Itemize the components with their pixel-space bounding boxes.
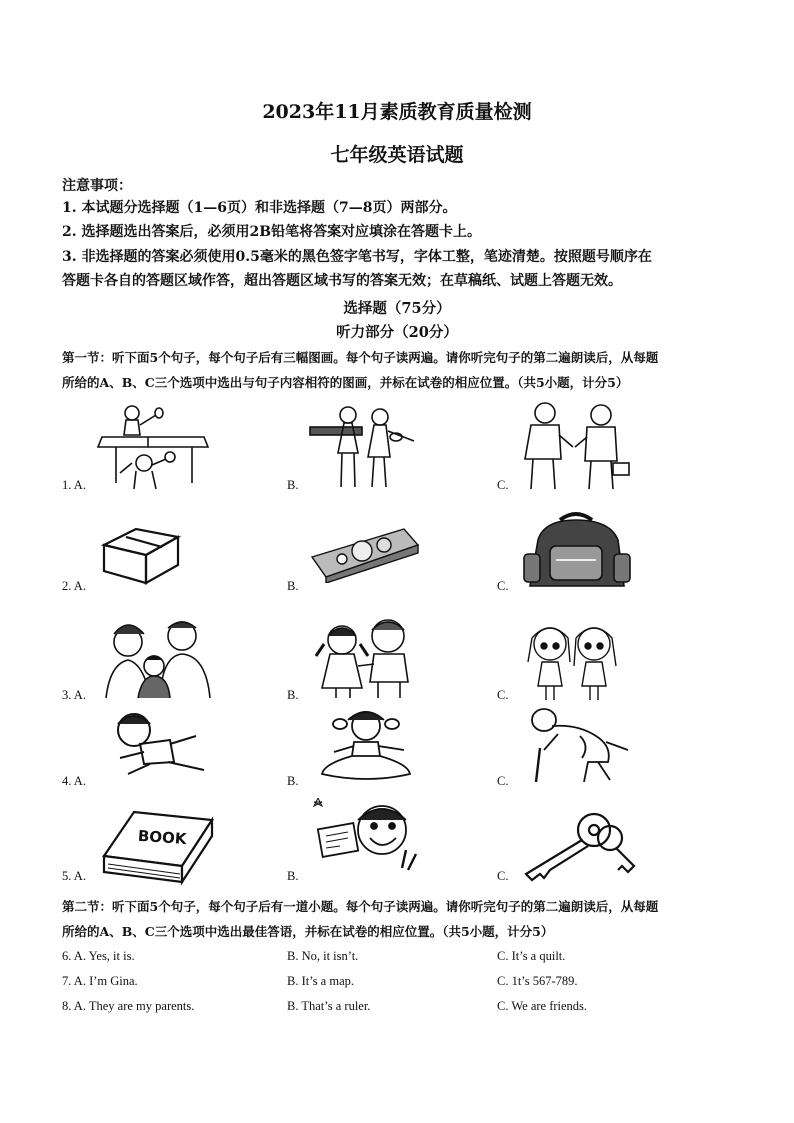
q7-option-b: B. It’s a map. bbox=[287, 974, 355, 988]
family-picture bbox=[98, 616, 216, 700]
q1-label-b: B. bbox=[287, 478, 299, 492]
part2-instructions-line2: 所给的A、B、C三个选项中选出最佳答语，并标在试卷的相应位置。（共5小题，计分5） bbox=[62, 924, 554, 939]
ping-pong-picture bbox=[96, 403, 211, 491]
boy-and-girl-picture bbox=[308, 614, 420, 700]
q8-option-c: C. We are friends. bbox=[497, 999, 588, 1013]
book-cover-text: BOOK bbox=[137, 826, 188, 849]
girls-playing-music-picture bbox=[308, 403, 418, 491]
q3-label-a: 3. A. bbox=[62, 688, 86, 702]
part1-instructions-line2: 所给的A、B、C三个选项中选出与句子内容相符的图画，并标在试卷的相应位置。（共5小题，计分5） bbox=[62, 375, 629, 390]
eraser-picture bbox=[100, 515, 182, 587]
q4-label-b: B. bbox=[287, 774, 299, 788]
notes-heading: 注意事项： bbox=[62, 178, 132, 194]
running-boy-picture bbox=[100, 710, 212, 778]
q2-label-c: C. bbox=[497, 579, 509, 593]
q6-option-a: 6. A. Yes, it is. bbox=[62, 949, 135, 963]
note-item-2: 2. 选择题选出答案后，必须用2B铅笔将答案对应填涂在答题卡上。 bbox=[62, 224, 482, 240]
schoolbag-picture bbox=[520, 510, 632, 590]
exam-subtitle: 七年级英语试题 bbox=[330, 144, 464, 166]
q2-label-a: 2. A. bbox=[62, 579, 86, 593]
exam-title: 2023年11月素质教育质量检测 bbox=[262, 101, 532, 123]
men-shaking-hands-picture bbox=[517, 401, 632, 491]
girl-in-dress-picture bbox=[314, 708, 420, 784]
q4-label-a: 4. A. bbox=[62, 774, 86, 788]
old-man-with-cane-picture bbox=[518, 706, 632, 784]
q2-label-b: B. bbox=[287, 579, 299, 593]
q1-label-c: C. bbox=[497, 478, 509, 492]
note-item-1: 1. 本试题分选择题（1—6页）和非选择题（7—8页）两部分。 bbox=[62, 200, 457, 216]
keys-picture bbox=[518, 808, 636, 882]
q5-label-a: 5. A. bbox=[62, 869, 86, 883]
q4-label-c: C. bbox=[497, 774, 509, 788]
q7-option-c: C. 1t’s 567-789. bbox=[497, 974, 578, 988]
q3-label-b: B. bbox=[287, 688, 299, 702]
q3-label-c: C. bbox=[497, 688, 509, 702]
q8-option-a: 8. A. They are my parents. bbox=[62, 999, 195, 1013]
q6-option-b: B. No, it isn’t. bbox=[287, 949, 359, 963]
q8-option-b: B. That’s a ruler. bbox=[287, 999, 371, 1013]
q5-label-c: C. bbox=[497, 869, 509, 883]
note-item-3-cont: 答题卡各自的答题区域作答，超出答题区域书写的答案无效；在草稿纸、试题上答题无效。 bbox=[62, 273, 622, 289]
book-picture bbox=[100, 806, 216, 886]
q1-label-a: 1. A. bbox=[62, 478, 86, 492]
q5-label-b: B. bbox=[287, 869, 299, 883]
note-item-3: 3. 非选择题的答案必须使用0.5毫米的黑色签字笔书写，字体工整，笔迹清楚。按照题号顺序在 bbox=[62, 249, 652, 265]
choice-heading: 选择题（75分） bbox=[343, 300, 451, 317]
part1-instructions-line1: 第一节：听下面5个句子，每个句子后有三幅图画。每个句子读两遍。请你听完句子的第二遍朗读后，从每题 bbox=[62, 350, 659, 365]
q7-option-a: 7. A. I’m Gina. bbox=[62, 974, 138, 988]
boy-with-card-picture bbox=[310, 798, 420, 884]
pencil-box-picture bbox=[308, 527, 420, 583]
part2-instructions-line1: 第二节：听下面5个句子，每个句子后有一道小题。每个句子读两遍。请你听完句子的第二遍朗读后，从每题 bbox=[62, 899, 659, 914]
listening-heading: 听力部分（20分） bbox=[336, 324, 458, 341]
two-girls-picture bbox=[518, 618, 628, 702]
q6-option-c: C. It’s a quilt. bbox=[497, 949, 566, 963]
